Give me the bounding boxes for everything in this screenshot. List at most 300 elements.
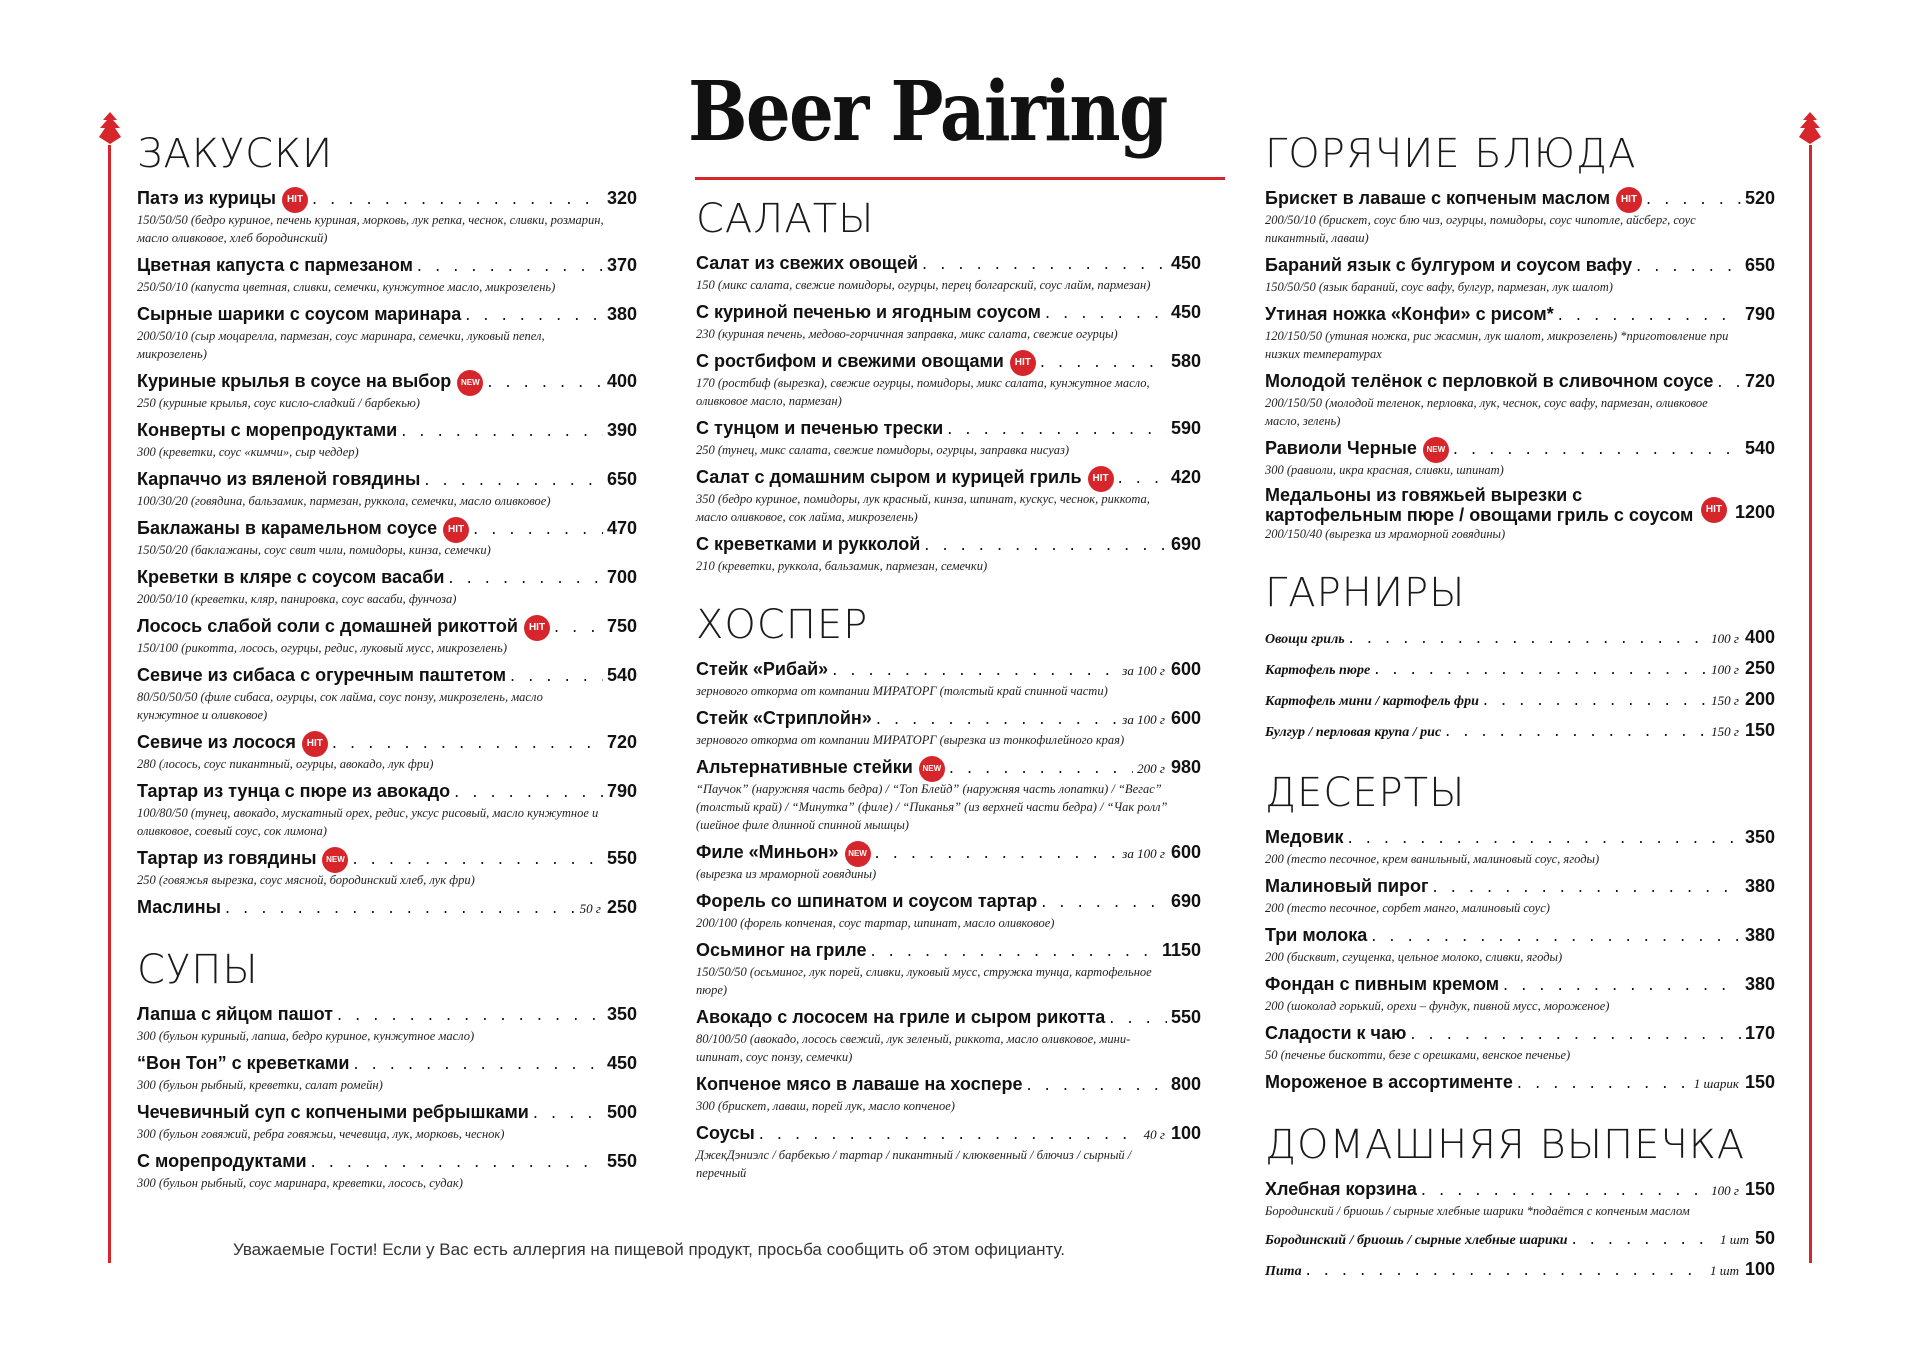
item-price: 450 [1170, 302, 1201, 322]
menu-item [1265, 436, 1775, 479]
item-name: Овощи гриль [1265, 632, 1345, 647]
item-price: 100 [1744, 1259, 1775, 1279]
item-price: 540 [606, 665, 637, 685]
item-price: 450 [1170, 253, 1201, 273]
item-price: 550 [606, 848, 637, 868]
section-title-zakuski: ЗАКУСКИ [137, 131, 334, 177]
menu-item-row [137, 730, 637, 755]
item-price: 790 [1744, 304, 1775, 324]
menu-item-row [137, 565, 637, 590]
item-name: Соусы [696, 1123, 755, 1143]
menu-item-row [696, 1072, 1201, 1097]
menu-item [696, 840, 1201, 883]
item-description: 250/50/10 (капуста цветная, сливки, семечки, кунжутное масло, микрозелень) [137, 280, 556, 294]
menu-item-row [137, 253, 637, 278]
item-unit: за 100 г [1122, 663, 1165, 678]
menu-item [137, 565, 637, 608]
new-badge: NEW [845, 841, 871, 867]
menu-item [696, 1121, 1201, 1182]
item-name: Баклажаны в карамельном соусе [137, 518, 438, 538]
menu-item-row [696, 251, 1201, 276]
left-frame-line [108, 145, 111, 1263]
item-price: 50 [1754, 1228, 1775, 1248]
menu-item-row [1265, 972, 1775, 997]
leader-dots [1636, 253, 1741, 278]
menu-item-row [1265, 874, 1775, 899]
item-name: Салат из свежих овощей [696, 253, 919, 273]
menu-item-row [137, 1100, 637, 1125]
item-description: 350 (бедро куриное, помидоры, лук красный, кинза, шпинат, кускус, чеснок, риккота, масло оливковое, сок лайма, микрозелень) [696, 492, 1150, 524]
item-description: 250 (говяжья вырезка, соус мясной, бородинский хлеб, лук фри) [137, 873, 475, 887]
menu-item-row [137, 516, 637, 541]
leader-dots [417, 253, 603, 278]
item-description: 150/50/20 (баклажаны, соус свит чили, помидоры, кинза, семечки) [137, 543, 491, 557]
leader-dots [1572, 1226, 1716, 1251]
menu-item [137, 614, 637, 657]
new-badge: NEW [457, 370, 483, 396]
item-name: Сырные шарики с соусом маринара [137, 304, 462, 324]
item-unit: 200 г [1137, 761, 1165, 776]
leader-dots [1374, 656, 1707, 681]
garniry-list [1265, 625, 1775, 743]
item-price: 420 [1170, 467, 1201, 487]
item-name: Маслины [137, 897, 221, 917]
item-name: Медальоны из говяжьей вырезки с картофельным пюре / овощами гриль с соусом [1265, 485, 1694, 525]
leader-dots [424, 467, 603, 492]
item-price: 720 [1744, 371, 1775, 391]
menu-item-row [1265, 1021, 1775, 1046]
item-name: Стейк «Стриплойн» [696, 708, 872, 728]
leader-dots [922, 251, 1167, 276]
leader-dots [1371, 923, 1741, 948]
item-name: Цветная капуста с пармезаном [137, 255, 413, 275]
item-name: С морепродуктами [137, 1151, 307, 1171]
item-price: 540 [1744, 438, 1775, 458]
menu-item [137, 895, 637, 920]
menu-item [137, 467, 637, 510]
salaty-list [696, 251, 1201, 575]
menu-item-row [137, 467, 637, 492]
leader-dots [1717, 369, 1741, 394]
item-description: 150/50/50 (бедро куриное, печень куриная, морковь, лук репка, чеснок, сливки, розмарин, масло оливковое, хлеб бородинский) [137, 213, 604, 245]
leader-dots [225, 895, 576, 920]
item-price: 600 [1170, 659, 1201, 679]
right-frame-line [1809, 145, 1812, 1263]
leader-dots [1483, 687, 1707, 712]
menu-item-row [137, 1149, 637, 1174]
item-price: 380 [606, 304, 637, 324]
item-price: 350 [1744, 827, 1775, 847]
item-description: 250 (тунец, микс салата, свежие помидоры, огурцы, заправка нисуаз) [696, 443, 1070, 457]
menu-item-row [1265, 436, 1775, 461]
leader-dots [448, 565, 603, 590]
leader-dots [311, 1149, 603, 1174]
menu-header [687, 62, 1225, 180]
item-unit: 1 шт [1710, 1263, 1739, 1278]
leader-dots [401, 418, 603, 443]
item-description: 300 (бульон рыбный, креветки, салат ромейн) [137, 1078, 383, 1092]
item-name: Карпаччо из вяленой говядины [137, 469, 421, 489]
item-description: 50 (печенье бискотти, безе с орешками, венское печенье) [1265, 1048, 1571, 1062]
item-name: С тунцом и печенью трески [696, 418, 944, 438]
vypechka-small-list [1265, 1226, 1775, 1282]
item-description: 150/50/50 (осьминог, лук порей, сливки, луковый мусс, стружка тунца, картофельное пюре) [696, 965, 1152, 997]
hit-badge: HIT [1010, 350, 1036, 376]
menu-item [696, 657, 1201, 700]
leader-dots [454, 779, 603, 804]
item-name: Пита [1265, 1264, 1302, 1279]
menu-item [1265, 625, 1775, 650]
item-description: 200/150/40 (вырезка из мраморной говядины) [1265, 527, 1506, 541]
item-name: Филе «Миньон» [696, 842, 839, 862]
menu-item [696, 251, 1201, 294]
item-name: Форель со шпинатом и соусом тартар [696, 891, 1038, 911]
menu-item [137, 846, 637, 889]
item-description: 200/150/50 (молодой теленок, перловка, лук, чеснок, соус вафу, пармезан, оливковое масло, зелень) [1265, 396, 1708, 428]
leader-dots [875, 840, 1119, 865]
deserty-list [1265, 825, 1775, 1095]
menu-item-row [1265, 302, 1775, 327]
menu-item [1265, 302, 1775, 363]
menu-item [1265, 1070, 1775, 1095]
brand-title: Beer Pairing [687, 64, 1167, 160]
item-unit: 40 г [1143, 1127, 1165, 1142]
item-description: (вырезка из мраморной говядины) [696, 867, 877, 881]
leader-dots [832, 657, 1118, 682]
menu-item [1265, 253, 1775, 296]
item-price: 590 [1170, 418, 1201, 438]
section-title-supy: СУПЫ [137, 947, 259, 993]
hosper-list [696, 657, 1201, 1182]
item-price: 380 [1744, 974, 1775, 994]
item-description: 300 (брискет, лаваш, порей лук, масло копченое) [696, 1099, 955, 1113]
menu-item [696, 532, 1201, 575]
menu-item [137, 730, 637, 773]
item-name: Конверты с морепродуктами [137, 420, 398, 440]
leader-dots [465, 302, 603, 327]
item-price: 470 [606, 518, 637, 538]
leader-dots [312, 186, 603, 211]
menu-item [137, 369, 637, 412]
item-name: Тартар из говядины [137, 848, 317, 868]
item-name: Севиче из сибаса с огуречным паштетом [137, 665, 507, 685]
menu-item [137, 1051, 637, 1094]
item-price: 550 [1170, 1007, 1201, 1027]
menu-item-row [1265, 1226, 1775, 1251]
item-description: ДжекДэниэлс / барбекью / тартар / пикантный / клюквенный / блючиз / сырный / перечный [696, 1148, 1132, 1180]
leader-dots [947, 416, 1167, 441]
item-unit: 150 г [1711, 693, 1739, 708]
leader-dots [876, 706, 1118, 731]
section-title-garniry: ГАРНИРЫ [1265, 570, 1466, 616]
menu-item-row [137, 846, 637, 871]
item-price: 650 [1744, 255, 1775, 275]
item-price: 380 [1744, 925, 1775, 945]
menu-item-row [137, 895, 637, 920]
item-name: Булгур / перловая крупа / рис [1265, 725, 1442, 740]
leader-dots [870, 938, 1157, 963]
right-column [1265, 130, 1775, 1288]
item-unit: 1 шт [1720, 1232, 1749, 1247]
menu-item [137, 1002, 637, 1045]
item-name: Сладости к чаю [1265, 1023, 1407, 1043]
item-unit: 100 г [1711, 631, 1739, 646]
section-title-deserty: ДЕСЕРТЫ [1265, 770, 1466, 816]
item-unit: 100 г [1711, 662, 1739, 677]
item-description: 170 (ростбиф (вырезка), свежие огурцы, помидоры, микс салата, кунжутное масло, оливковое масло, пармезан) [696, 376, 1150, 408]
menu-item-row [696, 938, 1201, 963]
item-price: 100 [1170, 1123, 1201, 1143]
header-underline [695, 177, 1225, 180]
leader-dots [1558, 302, 1741, 327]
menu-item [137, 253, 637, 296]
menu-item [696, 349, 1201, 410]
leader-dots [487, 369, 603, 394]
menu-item [1265, 369, 1775, 430]
menu-item [1265, 1021, 1775, 1064]
item-price: 170 [1744, 1023, 1775, 1043]
leader-dots [1453, 436, 1741, 461]
item-name: Копченое мясо в лаваше на хоспере [696, 1074, 1023, 1094]
menu-item [1265, 1257, 1775, 1282]
menu-item-row [696, 1005, 1201, 1030]
item-unit: 1 шарик [1693, 1076, 1739, 1091]
section-title-goryachie: ГОРЯЧИЕ БЛЮДА [1265, 131, 1637, 177]
item-description: 200 (тесто песочное, крем ванильный, малиновый соус, ягоды) [1265, 852, 1600, 866]
item-description: зернового откорма от компании МИРАТОРГ (вырезка из тонкофилейного края) [696, 733, 1125, 747]
item-description: 300 (равиоли, икра красная, сливки, шпинат) [1265, 463, 1504, 477]
menu-item [137, 1100, 637, 1143]
item-name: Севиче из лосося [137, 732, 296, 752]
menu-item-row [696, 889, 1201, 914]
menu-item [696, 416, 1201, 459]
hop-icon [1795, 110, 1825, 146]
item-name: Равиоли Черные [1265, 438, 1417, 458]
item-price: 250 [1744, 658, 1775, 678]
item-price: 790 [606, 781, 637, 801]
item-price: 400 [606, 371, 637, 391]
menu-item-row [1265, 923, 1775, 948]
item-price: 400 [1744, 627, 1775, 647]
item-description: 150/50/50 (язык бараний, соус вафу, булгур, пармезан, лук шалот) [1265, 280, 1613, 294]
item-name: Картофель мини / картофель фри [1265, 694, 1479, 709]
item-description: 280 (лосось, соус пикантный, огурцы, авокадо, лук фри) [137, 757, 434, 771]
item-price: 600 [1170, 842, 1201, 862]
item-unit: 50 г [579, 901, 601, 916]
item-description: 300 (бульон куриный, лапша, бедро куриное, кунжутное масло) [137, 1029, 475, 1043]
menu-item [1265, 656, 1775, 681]
item-description: 200 (шоколад горький, орехи – фундук, пивной мусс, мороженое) [1265, 999, 1610, 1013]
leader-dots [1041, 889, 1167, 914]
menu-item [696, 1005, 1201, 1066]
item-description: 80/50/50/50 (филе сибаса, огурцы, сок лайма, соус понзу, микрозелень, масло кунжутное и оливковое) [137, 690, 543, 722]
menu-item-row [137, 779, 637, 804]
menu-item-row [137, 1051, 637, 1076]
leader-dots [510, 663, 603, 688]
new-badge: NEW [322, 847, 348, 873]
item-name: Чечевичный суп с копчеными ребрышками [137, 1102, 529, 1122]
menu-item-row [1265, 369, 1775, 394]
item-name: “Вон Тон” с креветками [137, 1053, 350, 1073]
item-unit: 100 г [1711, 1183, 1739, 1198]
item-name: Фондан с пивным кремом [1265, 974, 1500, 994]
item-description: 200/50/10 (брискет, соус блю чиз, огурцы, помидоры, соус чипотле, айсберг, соус пикантный, лаваш) [1265, 213, 1696, 245]
item-name: С креветками и рукколой [696, 534, 921, 554]
menu-item [696, 755, 1201, 834]
section-title-salaty: САЛАТЫ [696, 196, 875, 242]
item-name: Авокадо с лососем на гриле и сыром рикотта [696, 1007, 1106, 1027]
item-description: Бородинский / бриошь / сырные хлебные шарики *подаётся с копченым маслом [1265, 1204, 1690, 1218]
item-unit: за 100 г [1122, 712, 1165, 727]
menu-item [1265, 485, 1775, 543]
item-price: 980 [1170, 757, 1201, 777]
item-unit: 150 г [1711, 724, 1739, 739]
leader-dots [1109, 1005, 1167, 1030]
item-description: 300 (креветки, соус «кимчи», сыр чеддер) [137, 445, 359, 459]
menu-item-row [1265, 253, 1775, 278]
leader-dots [352, 846, 602, 871]
menu-item-row [696, 1121, 1201, 1146]
menu-item [137, 418, 637, 461]
leader-dots [1045, 300, 1167, 325]
item-description: 300 (бульон говяжий, ребра говяжьи, чечевица, лук, морковь, чеснок) [137, 1127, 505, 1141]
menu-item-row [1265, 485, 1775, 525]
item-description: 250 (куриные крылья, соус кисло-сладкий / барбекью) [137, 396, 420, 410]
menu-item-row [1265, 1177, 1775, 1202]
item-price: 1150 [1161, 940, 1201, 960]
item-name: Малиновый пирог [1265, 876, 1429, 896]
item-price: 550 [606, 1151, 637, 1171]
leader-dots [1040, 349, 1167, 374]
item-name: Брискет в лаваше с копченым маслом [1265, 188, 1611, 208]
leader-dots [1118, 465, 1167, 490]
menu-item [1265, 825, 1775, 868]
menu-item-row [1265, 718, 1775, 743]
item-description: 200/50/10 (креветки, кляр, панировка, соус васаби, фунчоза) [137, 592, 457, 606]
menu-item-row [696, 300, 1201, 325]
menu-item-row [1265, 1257, 1775, 1282]
item-description: 200/50/10 (сыр моцарелла, пармезан, соус маринара, семечки, луковый пепел, микрозелень) [137, 329, 545, 361]
leader-dots [473, 516, 603, 541]
item-price: 370 [606, 255, 637, 275]
menu-item-row [137, 418, 637, 443]
item-description: 150/100 (рикотта, лосось, огурцы, редис, луковый мусс, микрозелень) [137, 641, 507, 655]
goryachie-list [1265, 186, 1775, 543]
menu-item [1265, 972, 1775, 1015]
leader-dots [1421, 1177, 1707, 1202]
item-price: 350 [606, 1004, 637, 1024]
menu-item [137, 1149, 637, 1192]
item-price: 500 [606, 1102, 637, 1122]
hit-badge: HIT [1088, 466, 1114, 492]
allergy-note: Уважаемые Гости! Если у Вас есть аллергия на пищевой продукт, просьба сообщить об этом официанту. [233, 1240, 1065, 1259]
item-price: 150 [1744, 1179, 1775, 1199]
menu-item [1265, 186, 1775, 247]
menu-item-row [137, 186, 637, 211]
item-name: Бородинский / бриошь / сырные хлебные шарики [1265, 1233, 1568, 1248]
section-title-hosper: ХОСПЕР [696, 602, 869, 648]
leader-dots [337, 1002, 603, 1027]
item-price: 390 [606, 420, 637, 440]
item-price: 580 [1170, 351, 1201, 371]
item-price: 200 [1744, 689, 1775, 709]
menu-item-row [696, 465, 1201, 490]
menu-item-row [696, 532, 1201, 557]
menu-item [137, 663, 637, 724]
leader-dots [332, 730, 603, 755]
leader-dots [533, 1100, 603, 1125]
item-name: Бараний язык с булгуром и соусом вафу [1265, 255, 1633, 275]
new-badge: NEW [919, 756, 945, 782]
leader-dots [1445, 718, 1707, 743]
menu-item [696, 889, 1201, 932]
leader-dots [759, 1121, 1140, 1146]
item-name: Хлебная корзина [1265, 1179, 1417, 1199]
item-description: 100/80/50 (тунец, авокадо, мускатный орех, редис, уксус рисовый, масло кунжутное и оливковое, соевый соус, сок лимона) [137, 806, 599, 838]
section-title-vypechka: ДОМАШНЯЯ ВЫПЕЧКА [1265, 1122, 1746, 1168]
menu-item-row [1265, 825, 1775, 850]
menu-item-row [137, 614, 637, 639]
menu-item [137, 302, 637, 363]
menu-item [696, 1072, 1201, 1115]
menu-item [1265, 874, 1775, 917]
item-description: 210 (креветки, руккола, бальзамик, пармезан, семечки) [696, 559, 988, 573]
item-price: 650 [606, 469, 637, 489]
hit-badge: HIT [1701, 497, 1727, 523]
menu-item-row [137, 302, 637, 327]
item-name: Утиная ножка «Конфи» с рисом* [1265, 304, 1554, 324]
item-name: Куриные крылья в соусе на выбор [137, 371, 452, 391]
item-description: 120/150/50 (утиная ножка, рис жасмин, лук шалот, микрозелень) *приготовление при низких температурах [1265, 329, 1729, 361]
item-name: С ростбифом и свежими овощами [696, 351, 1004, 371]
menu-item [1265, 687, 1775, 712]
menu-item-row [696, 657, 1201, 682]
leader-dots [1348, 825, 1741, 850]
menu-item [696, 465, 1201, 526]
item-price: 600 [1170, 708, 1201, 728]
menu-item-row [1265, 1070, 1775, 1095]
menu-item [696, 706, 1201, 749]
menu-item-row [1265, 656, 1775, 681]
hit-badge: HIT [443, 517, 469, 543]
item-name: Лапша с яйцом пашот [137, 1004, 333, 1024]
leader-dots [1306, 1257, 1706, 1282]
item-price: 700 [606, 567, 637, 587]
supy-list [137, 1002, 637, 1192]
item-description: 150 (микс салата, свежие помидоры, огурцы, перец болгарский, соус лайм, пармезан) [696, 278, 1151, 292]
item-name: Картофель пюре [1265, 663, 1371, 678]
leader-dots [924, 532, 1167, 557]
item-price: 320 [606, 188, 637, 208]
menu-item [1265, 718, 1775, 743]
item-description: 230 (куриная печень, медово-горчичная заправка, микс салата, свежие огурцы) [696, 327, 1118, 341]
menu-item-row [696, 840, 1201, 865]
item-unit: за 100 г [1122, 846, 1165, 861]
hit-badge: HIT [302, 731, 328, 757]
leader-dots [949, 755, 1133, 780]
item-description: 200 (бисквит, сгущенка, цельное молоко, сливки, ягоды) [1265, 950, 1563, 964]
hit-badge: HIT [524, 615, 550, 641]
item-name: Салат с домашним сыром и курицей гриль [696, 467, 1082, 487]
menu-item-row [696, 349, 1201, 374]
menu-item-row [1265, 687, 1775, 712]
item-price: 450 [606, 1053, 637, 1073]
item-price: 1200 [1734, 502, 1775, 522]
item-price: 720 [606, 732, 637, 752]
menu-item-row [137, 663, 637, 688]
hit-badge: HIT [1616, 187, 1642, 213]
item-price: 750 [606, 616, 637, 636]
